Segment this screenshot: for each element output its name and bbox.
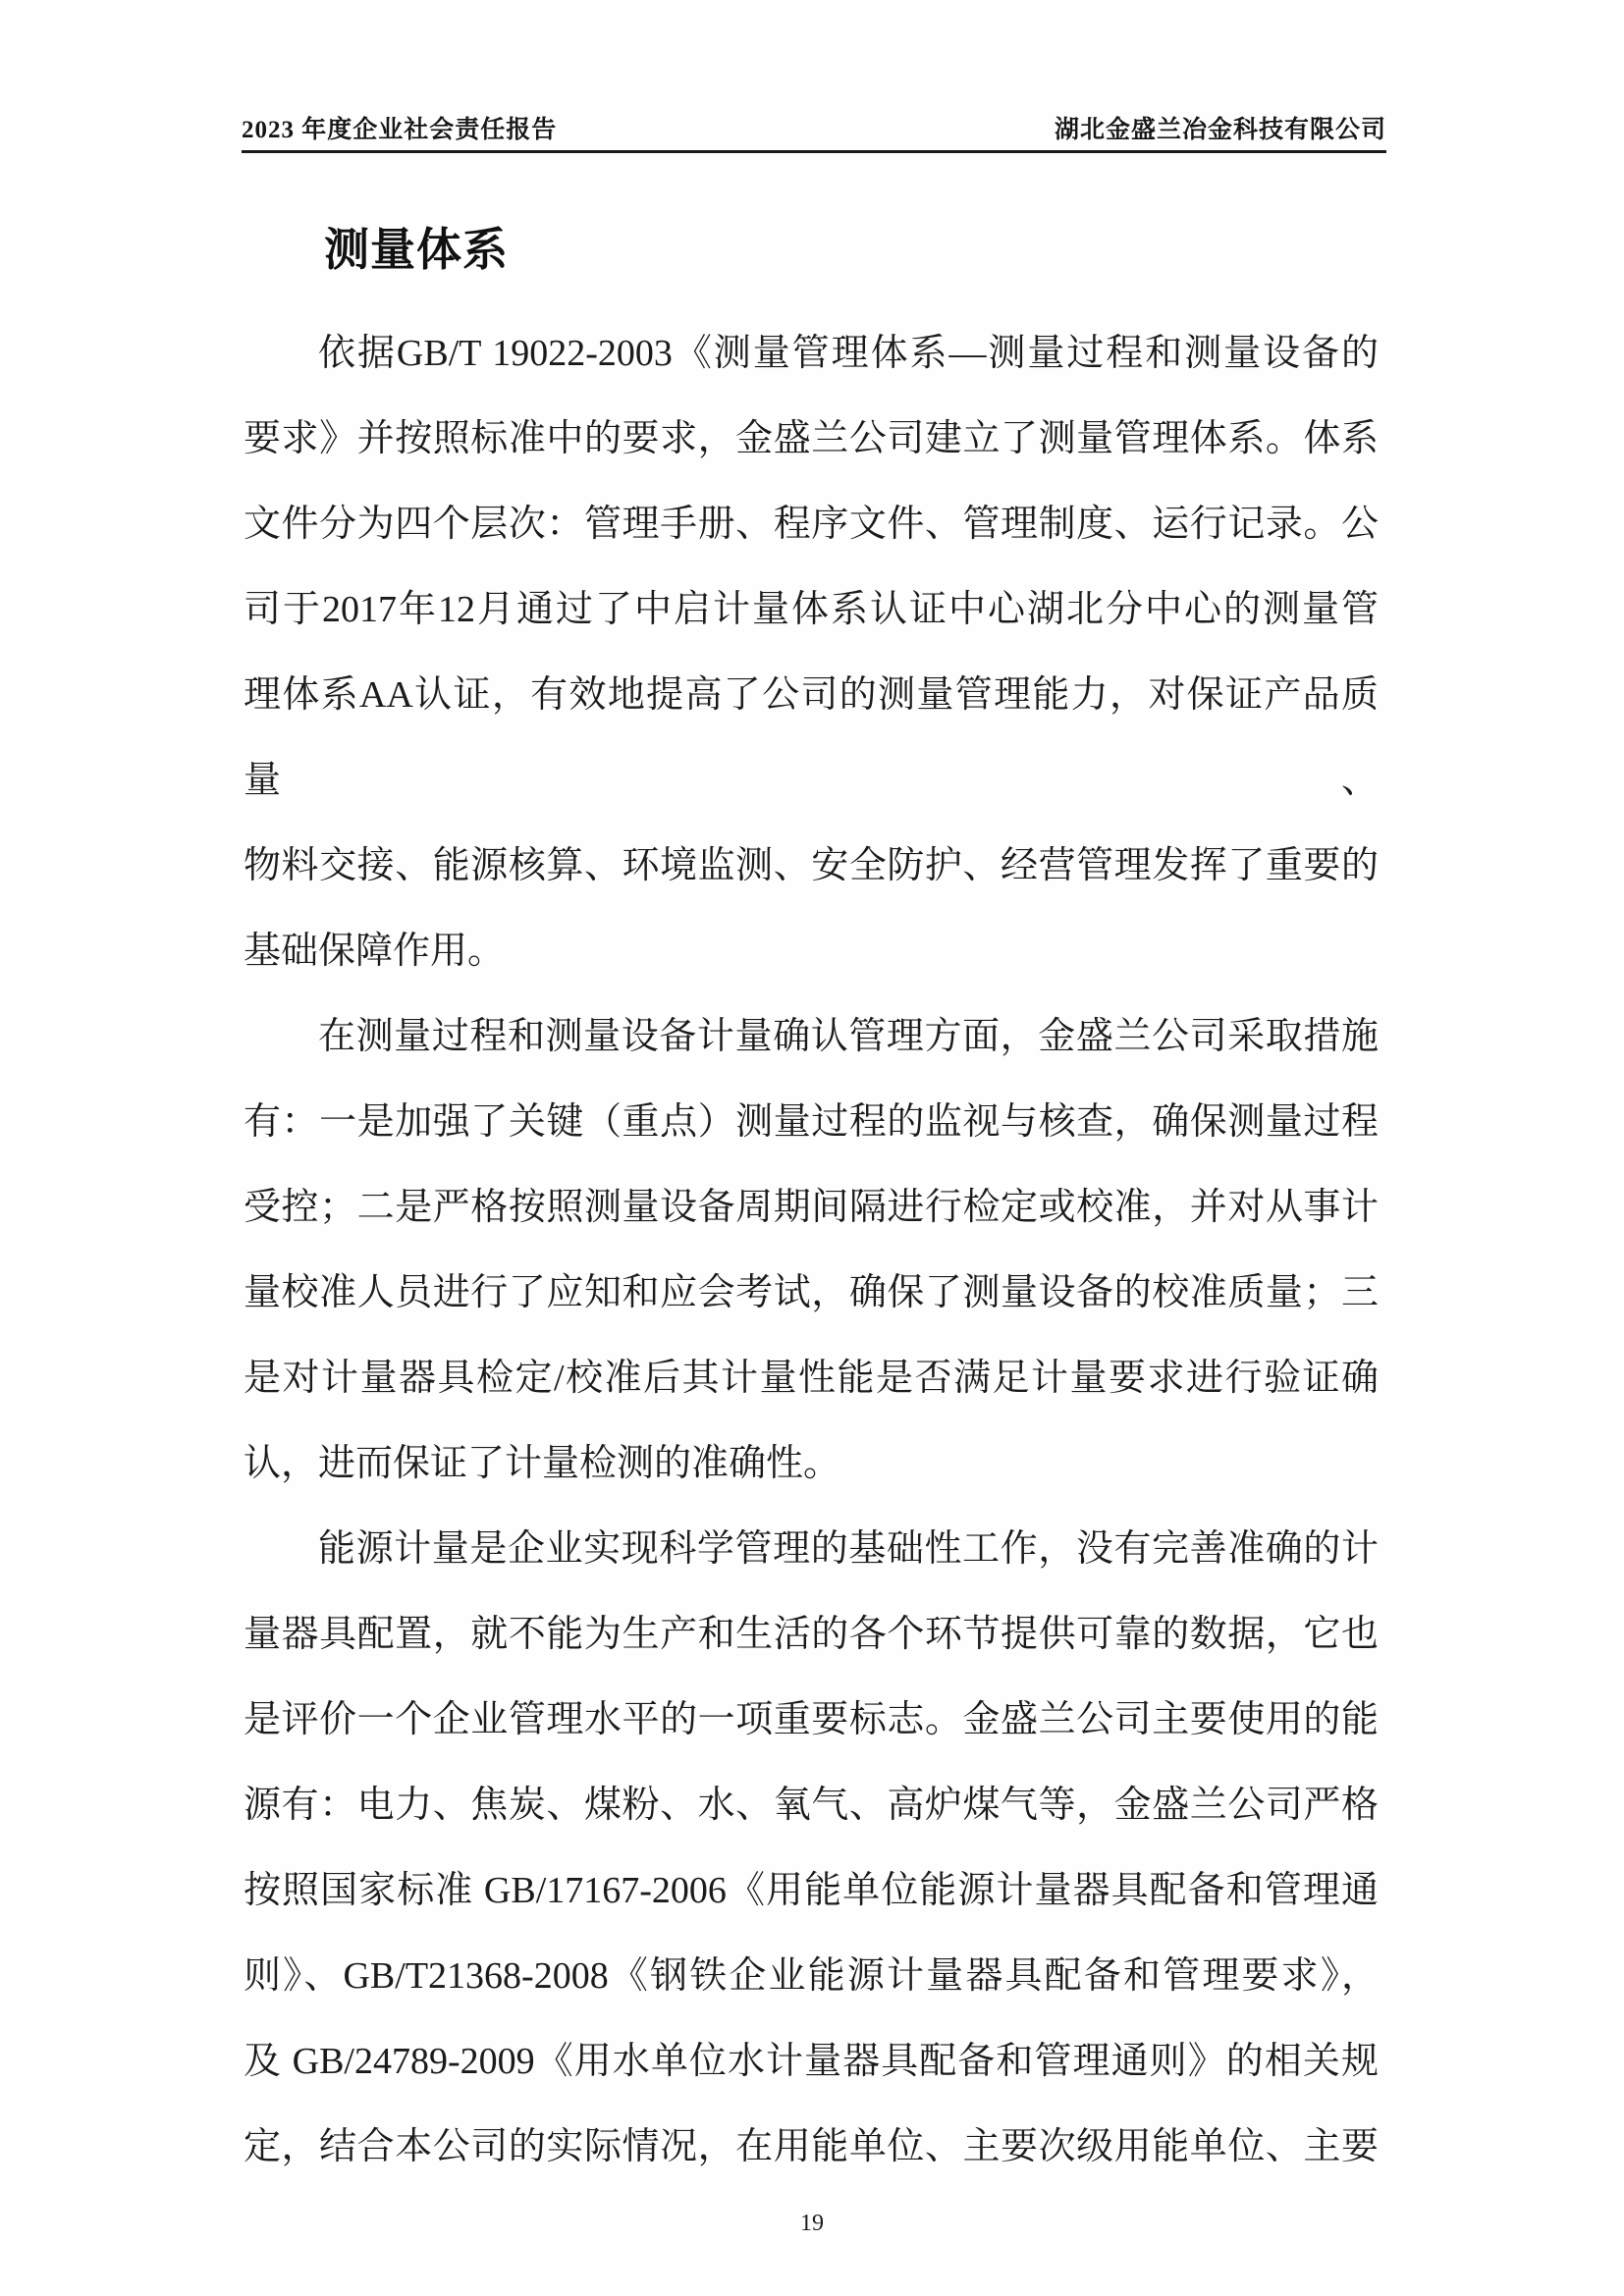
page-number: 19 [800,2211,824,2236]
body-line: 文件分为四个层次：管理手册、程序文件、管理制度、运行记录。公 [244,504,1379,545]
body-line: 量校准人员进行了应知和应会考试，确保了测量设备的校准质量；三 [244,1272,1379,1313]
paragraph-energy-metering [244,1507,1379,2190]
body-line: 认，进而保证了计量检测的准确性。 [244,1443,841,1484]
body-line: 及 GB/24789-2009《用水单位水计量器具配备和管理通则》的相关规 [244,2041,1379,2082]
paragraph-measurement-confirmation [244,994,1379,1507]
body-line: 则》、GB/T21368-2008《钢铁企业能源计量器具配备和管理要求》， [244,1955,1379,1997]
body-line: 定，结合本公司的实际情况，在用能单位、主要次级用能单位、主要 [244,2126,1379,2167]
body-line: 依据GB/T 19022-2003《测量管理体系—测量过程和测量设备的 [318,333,1379,374]
body-line: 源有：电力、焦炭、煤粉、水、氧气、高炉煤气等，金盛兰公司严格 [244,1785,1379,1826]
body-line: 是对计量器具检定/校准后其计量性能是否满足计量要求进行验证确 [244,1358,1379,1399]
body-line: 物料交接、能源核算、环境监测、安全防护、经营管理发挥了重要的 [244,845,1379,886]
header-report-title: 2023 年度企业社会责任报告 [242,117,558,143]
section-title: 测量体系 [324,224,509,275]
body-line: 司于2017年12月通过了中启计量体系认证中心湖北分中心的测量管 [244,589,1379,630]
body-line: 要求》并按照标准中的要求，金盛兰公司建立了测量管理体系。体系 [244,418,1379,459]
body-line: 按照国家标准 GB/17167-2006《用能单位能源计量器具配备和管理通 [244,1870,1379,1911]
body-line: 受控；二是严格按照测量设备周期间隔进行检定或校准，并对从事计 [244,1187,1379,1228]
body-line: 基础保障作用。 [244,931,506,972]
header-company-name: 湖北金盛兰冶金科技有限公司 [1054,117,1386,143]
paragraph-measurement-system [244,311,1379,994]
body-line: 能源计量是企业实现科学管理的基础性工作，没有完善准确的计 [318,1528,1379,1570]
body-line: 在测量过程和测量设备计量确认管理方面，金盛兰公司采取措施 [318,1016,1379,1057]
document-body [244,311,1379,2190]
body-line: 理体系AA认证，有效地提高了公司的测量管理能力，对保证产品质量、 [244,674,1379,801]
body-line: 是评价一个企业管理水平的一项重要标志。金盛兰公司主要使用的能 [244,1699,1379,1740]
body-line: 有：一是加强了关键（重点）测量过程的监视与核查，确保测量过程 [244,1101,1379,1143]
page-header [242,110,1386,153]
body-line: 量器具配置，就不能为生产和生活的各个环节提供可靠的数据，它也 [244,1614,1379,1655]
